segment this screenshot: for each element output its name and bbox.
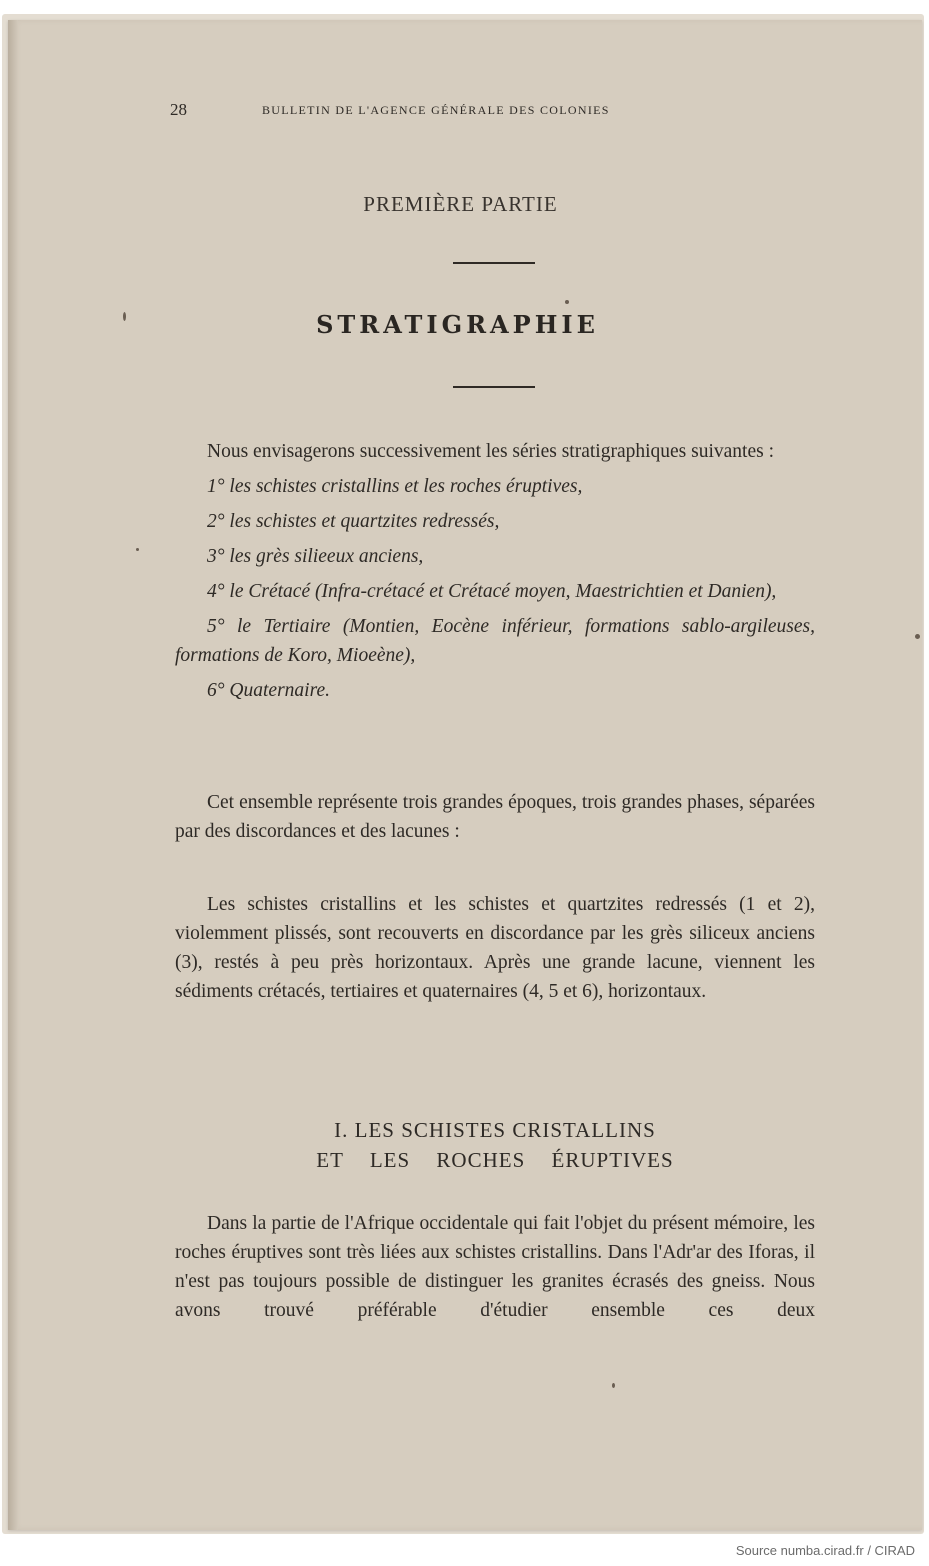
paragraph-discordance: [175, 890, 815, 1006]
part-title-text: PREMIÈRE PARTIE: [363, 192, 558, 216]
list-item: 3° les grès silieeux anciens,: [207, 546, 424, 567]
paragraph-epochs: [175, 788, 815, 846]
intro-block: [175, 437, 815, 705]
paper-speck: [565, 300, 569, 304]
paragraph-text: Cet ensemble représente trois grandes époques, trois grandes phases, séparées par des discordances et des lacunes :: [175, 792, 815, 842]
main-title: [0, 310, 929, 339]
paragraph-text: Dans la partie de l'Afrique occidentale qui fait l'objet du présent mémoire, les roches éruptives sont très liées aux schistes cristallins. Dans l'Adr'ar des Iforas, il n'est pas toujours possible de distinguer les granites écrasés des gneiss. Nous avons trouvé préférable d'étudier ensemble ces deux: [175, 1213, 815, 1321]
list-item: 4° le Crétacé (Infra-crétacé et Crétacé moyen, Maestrichtien et Danien),: [207, 581, 777, 602]
page-number: 28: [170, 100, 187, 119]
running-title: BULLETIN DE L'AGENCE GÉNÉRALE DES COLONIES: [262, 103, 610, 117]
paragraph-text: Les schistes cristallins et les schistes et quartzites redressés (1 et 2), violemment plissés, sont recouverts en discordance par les grès siliceux anciens (3), restés à peu près horizontaux. Après une grande lacune, viennent les sédiments crétacés, tertiaires et quaternaires (4, 5 et 6), horizontaux.: [175, 894, 815, 1002]
list-item: 2° les schistes et quartzites redressés,: [207, 511, 500, 532]
section-heading-line-2: ET LES ROCHES ÉRUPTIVES: [316, 1148, 674, 1172]
section-heading: [175, 1115, 815, 1175]
main-title-text: STRATIGRAPHIE: [316, 310, 599, 339]
section-heading-line-1: I. LES SCHISTES CRISTALLINS: [334, 1118, 656, 1142]
title-rule-top: [453, 262, 535, 264]
part-title: [0, 192, 929, 217]
page-binding-edge: [8, 20, 18, 1530]
paragraph-africa: [175, 1209, 815, 1325]
paper-speck: [612, 1383, 615, 1388]
intro-lead: Nous envisagerons successivement les séries stratigraphiques suivantes :: [207, 441, 774, 462]
title-rule-bottom: [453, 386, 535, 388]
source-credit: Source numba.cirad.fr / CIRAD: [735, 1543, 915, 1558]
list-item: 1° les schistes cristallins et les roches éruptives,: [207, 476, 583, 497]
list-item: 5° le Tertiaire (Montien, Eocène inférieur, formations sablo-argileuses, formations de Koro, Mioeène),: [175, 616, 815, 666]
list-item: 6° Quaternaire.: [207, 680, 330, 701]
running-header: [170, 100, 730, 130]
paper-speck: [915, 634, 920, 639]
paper-speck: [136, 548, 139, 551]
